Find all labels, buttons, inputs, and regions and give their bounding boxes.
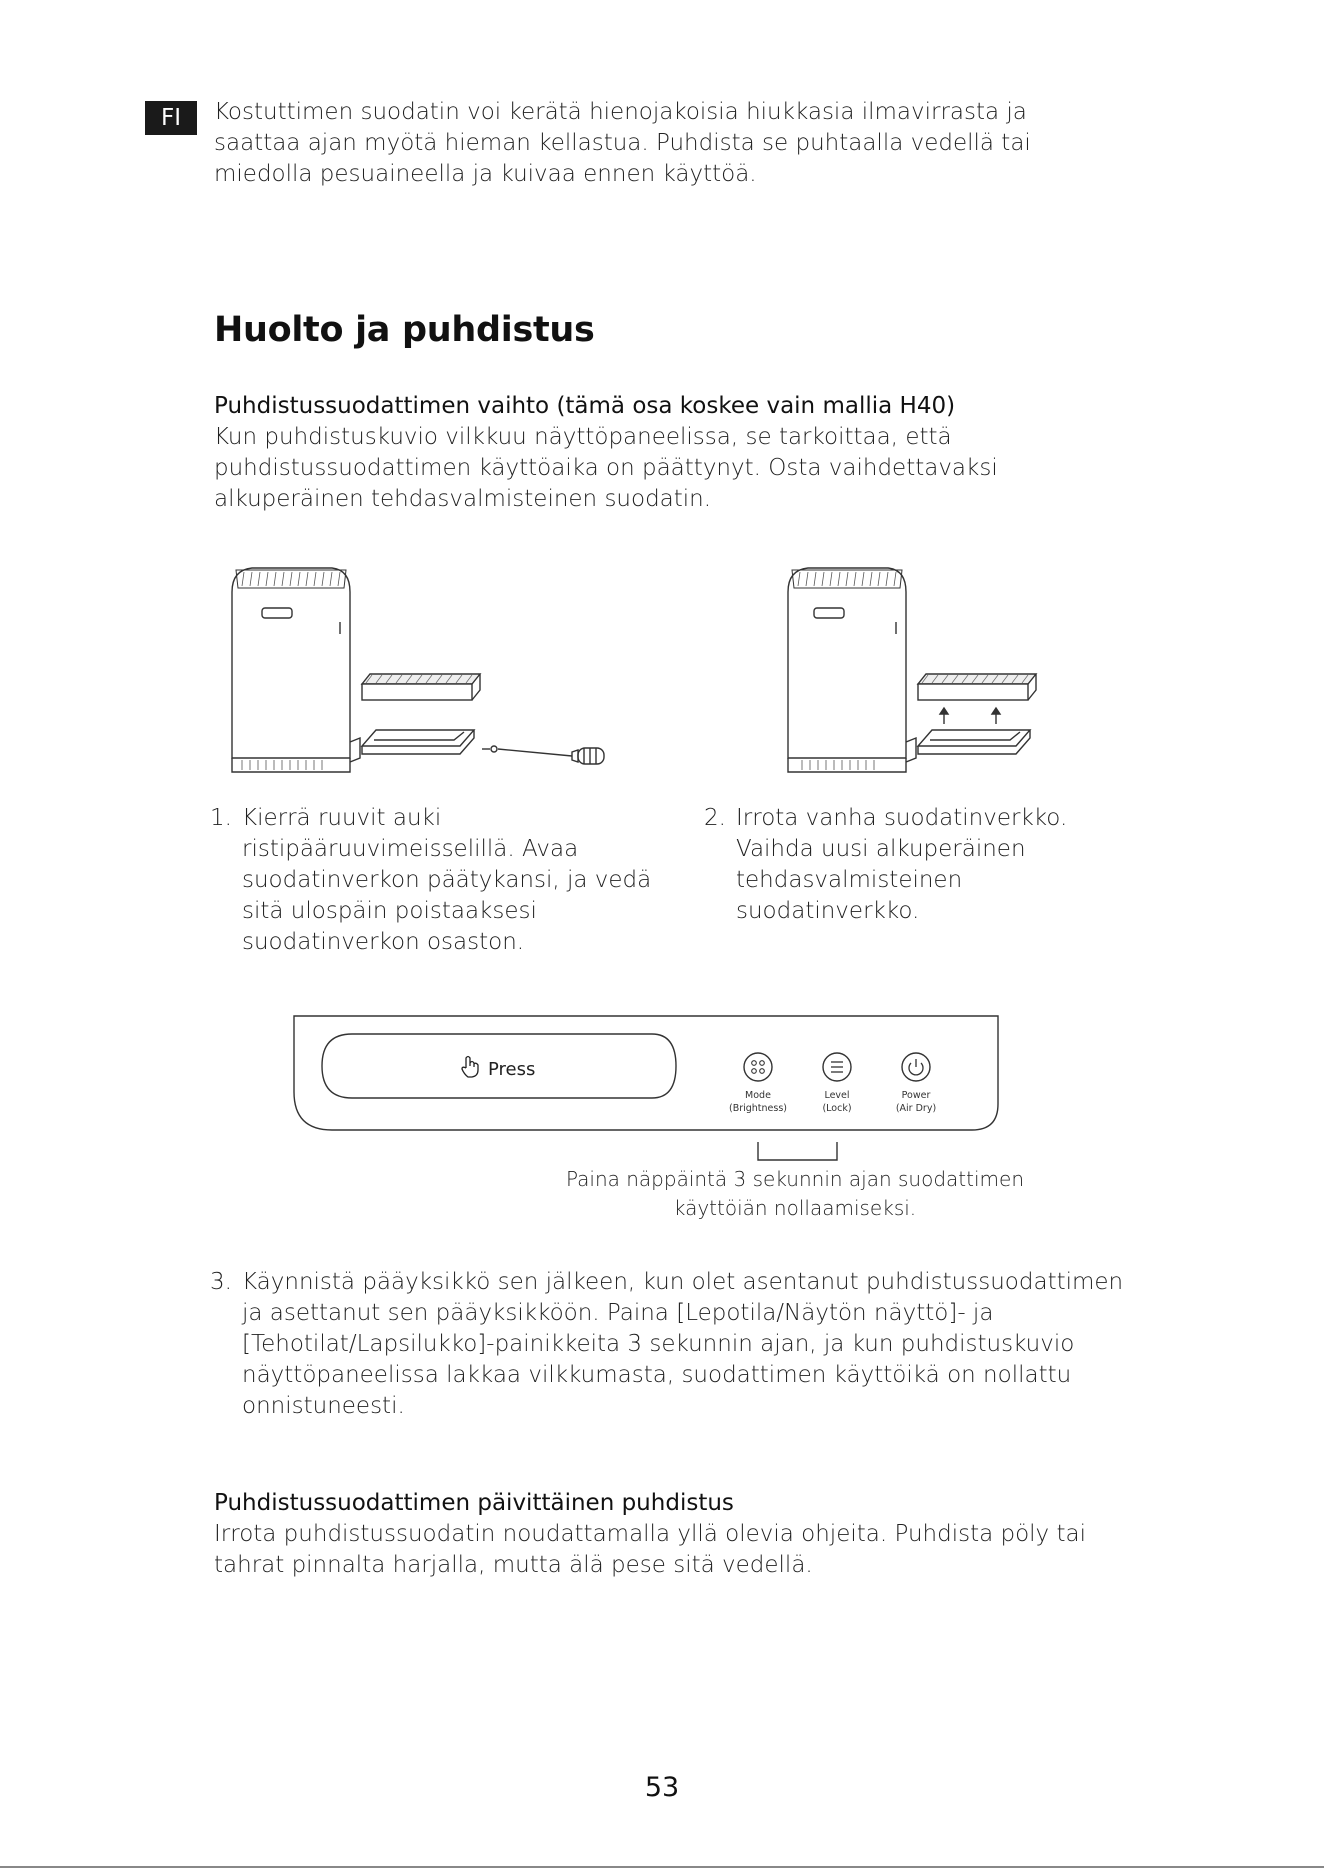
- button-bracket: [758, 1142, 837, 1160]
- hand-press-icon: [462, 1057, 478, 1078]
- illustration-remove-filter: [222, 562, 632, 782]
- level-button: [822, 1053, 851, 1114]
- power-sublabel: (Air Dry): [895, 1103, 937, 1114]
- step-text: Käynnistä pääyksikkö sen jälkeen, kun olet asentanut puhdistussuodattimen ja asettanut sen pääyksikköön. Paina [Lepotila/Näytön näyttö]- ja [Tehotilat/Lapsilukko]-painikkeita 3 sekunnin ajan, ja kun puhdistuskuvio näyttöpaneelissa lakkaa vilkkumasta, suodattimen käyttöikä on nollattu onnistuneesti.: [242, 1269, 1124, 1419]
- filter-replacement-section: [214, 391, 1134, 515]
- mode-label: Mode: [745, 1090, 771, 1101]
- step-text: Kierrä ruuvit auki ristipääruuvimeisselillä. Avaa suodatinverkon päätykansi, ja vedä sitä ulospäin poistaaksesi suodatinverkon osaston.: [242, 805, 652, 955]
- mode-dots-icon: [752, 1061, 765, 1074]
- mode-sublabel: (Brightness): [728, 1103, 788, 1114]
- step-3: [210, 1267, 1130, 1422]
- power-icon: [909, 1059, 923, 1075]
- filter-replacement-body: Kun puhdistuskuvio vilkkuu näyttöpaneelissa, se tarkoittaa, että puhdistussuodattimen käyttöaika on päättynyt. Osta vaihdettavaksi alkuperäinen tehdasvalmisteinen suodatin.: [214, 424, 998, 512]
- step-number: 1.: [210, 805, 232, 831]
- level-lines-icon: [831, 1062, 843, 1072]
- power-label: Power: [901, 1090, 931, 1101]
- level-label: Level: [824, 1090, 850, 1101]
- step-number: 3.: [210, 1269, 232, 1295]
- step-1: [210, 803, 680, 958]
- power-button: [896, 1053, 936, 1114]
- panel-note: Paina näppäintä 3 sekunnin ajan suodattimen käyttöiän nollaamiseksi.: [565, 1167, 1024, 1220]
- page-number: 53: [644, 1772, 680, 1803]
- level-sublabel: (Lock): [822, 1103, 852, 1114]
- bottom-rule: [0, 1866, 1324, 1868]
- step-2: [704, 803, 1104, 927]
- press-label: Press: [488, 1059, 536, 1080]
- panel-outline: [294, 1016, 998, 1130]
- daily-cleaning-body: Irrota puhdistussuodatin noudattamalla yllä olevia ohjeita. Puhdista pöly tai tahrat pinnalta harjalla, mutta älä pese sitä vedellä.: [214, 1521, 1086, 1578]
- daily-cleaning-section: [214, 1488, 1134, 1581]
- control-panel-diagram: [292, 1014, 1002, 1168]
- daily-cleaning-heading: Puhdistussuodattimen päivittäinen puhdistus: [214, 1490, 734, 1516]
- step-text: Irrota vanha suodatinverkko. Vaihda uusi alkuperäinen tehdasvalmisteinen suodatinverkko.: [736, 805, 1068, 924]
- illustration-replace-filter: [778, 562, 1058, 782]
- step-number: 2.: [704, 805, 726, 831]
- intro-paragraph: Kostuttimen suodatin voi kerätä hienojakoisia hiukkasia ilmavirrasta ja saattaa ajan myötä hieman kellastua. Puhdista se puhtaalla vedellä tai miedolla pesuaineella ja kuivaa ennen käyttöä.: [214, 99, 1031, 187]
- section-title: Huolto ja puhdistus: [214, 310, 595, 350]
- filter-replacement-heading: Puhdistussuodattimen vaihto (tämä osa koskee vain mallia H40): [214, 393, 956, 419]
- mode-button: [729, 1053, 787, 1114]
- language-badge: FI: [145, 101, 197, 135]
